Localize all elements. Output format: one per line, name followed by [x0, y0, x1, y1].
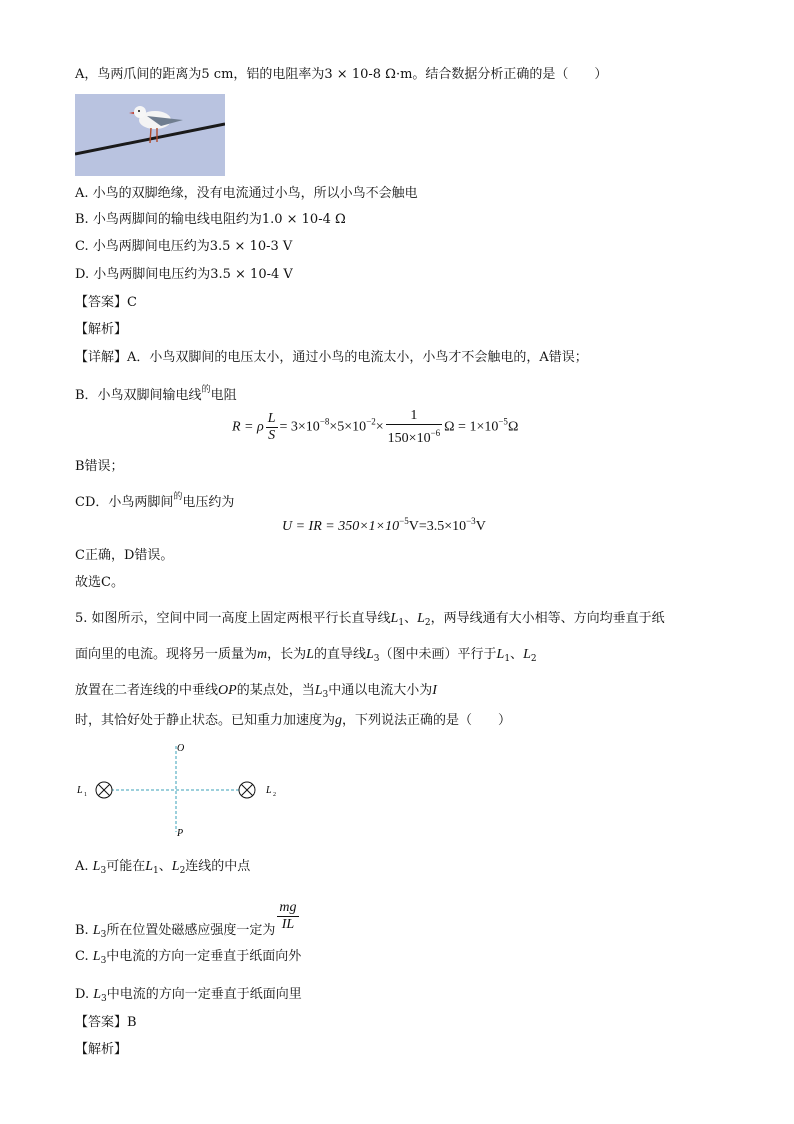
formula-r-frac1-num: L: [267, 411, 276, 426]
q5-option-a-text3: 连线的中点: [185, 859, 251, 874]
var-l2: L: [417, 611, 425, 626]
q4-cd: [75, 488, 234, 512]
q5-option-d-l3: L: [93, 987, 102, 1002]
var-length: L: [306, 647, 314, 662]
q5-line2-e: 、: [510, 647, 524, 662]
q5-option-c-l3-sub: 3: [100, 956, 107, 966]
q5-line4-text: 时，其恰好处于静止状态。已知重力加速度为: [75, 713, 336, 728]
label-l1-sub: 1: [84, 792, 87, 798]
q5-option-a-text1: 可能在: [106, 859, 146, 874]
q4-cd-tail: 电压约为: [182, 495, 235, 510]
q5-option-a-l3: L: [92, 859, 101, 874]
q5-line1-text: 5. 如图所示，空间中同一高度上固定两根平行长直导线: [75, 611, 391, 626]
q5-line1-sep: 、: [404, 611, 418, 626]
formula-u-lhs: U = IR = 350×1×10: [282, 519, 400, 534]
wire-l2-cross-icon: [239, 782, 255, 798]
var-l3b-sub: 3: [322, 690, 329, 700]
var-l1-sub: 1: [398, 618, 405, 628]
formula-u-exp1: −5: [399, 516, 409, 526]
formula-r-frac2-den: 150×10: [387, 431, 431, 446]
q5-option-b-l3-sub: 3: [100, 930, 107, 940]
label-p: P: [177, 828, 184, 839]
q4-detail-b: [75, 381, 237, 405]
q5-option-b-num: mg: [279, 900, 297, 915]
parallel-wires-diagram: [75, 740, 285, 840]
formula-r-unit: Ω: [507, 419, 519, 435]
formula-r-frac1: [266, 411, 278, 444]
q4-option-c: C. 小鸟两脚间电压约为3.5 × 10-3 V: [75, 239, 293, 254]
q5-line4-tail: ，下列说法正确的是（ ）: [342, 713, 512, 728]
var-l2b: L: [523, 647, 531, 662]
wire-l1-cross-icon: [96, 782, 112, 798]
q5-line1-tail: ，两导线通有大小相等、方向均垂直于纸: [430, 611, 665, 626]
formula-r-frac2-num: 1: [386, 408, 442, 425]
q4-detail-b-tail: 电阻: [210, 388, 237, 403]
q4-cd-de: 的: [173, 492, 183, 502]
q4-detail-b-de: 的: [201, 385, 211, 395]
q4-analysis-label: 【解析】: [75, 322, 128, 337]
q5-option-c-prefix: C.: [75, 949, 89, 964]
q5-option-a-l1-sub: 1: [153, 866, 159, 876]
q5-option-b-fraction: [277, 900, 298, 933]
var-op: OP: [218, 683, 237, 698]
q5-option-d-l3-sub: 3: [101, 994, 107, 1004]
var-i: I: [432, 683, 437, 698]
formula-r-mid2: ×5×10: [329, 419, 367, 435]
q5-option-c-l3: L: [92, 949, 101, 964]
q5-option-a-l2-sub: 2: [179, 866, 186, 876]
q5-line3-c: 中通以电流大小为: [328, 683, 433, 698]
q5-line2-text: 面向里的电流。现将另一质量为: [75, 647, 258, 662]
q5-line4: [75, 712, 511, 730]
q5-line3-b: 的某点处，当: [236, 683, 315, 698]
q5-option-a-l3-sub: 3: [100, 866, 107, 876]
q5-option-d: [75, 986, 302, 1008]
q5-option-c: [75, 948, 301, 970]
q4-c-correct: C正确，D错误。: [75, 548, 174, 563]
formula-r-frac2: [386, 408, 442, 447]
var-m: m: [257, 647, 268, 662]
q5-line2-d: （图中未画）平行于: [379, 647, 497, 662]
q4-answer: 【答案】C: [75, 295, 137, 310]
var-l1b: L: [496, 647, 505, 662]
q5-option-b: [75, 900, 301, 945]
var-l2-sub: 2: [424, 618, 431, 628]
label-o: O: [177, 743, 185, 754]
var-g: g: [335, 713, 343, 728]
formula-u-unit: V: [475, 519, 486, 534]
var-l2b-sub: 2: [530, 654, 537, 664]
q5-option-b-den: IL: [281, 917, 295, 932]
q5-line2-c: 的直导线: [313, 647, 366, 662]
q5-option-c-text: 中电流的方向一定垂直于纸面向外: [106, 949, 302, 964]
q5-line2-b: ，长为: [267, 647, 307, 662]
label-l2-sub: 2: [273, 792, 276, 798]
var-l3-sub: 3: [373, 654, 380, 664]
q5-line2: [75, 646, 537, 668]
formula-r-exp2: −2: [366, 416, 376, 427]
q5-answer: 【答案】B: [75, 1015, 137, 1030]
formula-r-mid: = 3×10: [279, 419, 320, 435]
formula-u-mid: V=3.5×10: [408, 519, 467, 534]
formula-r-frac1-den: S: [268, 428, 276, 443]
bird-on-wire-photo: [75, 94, 225, 176]
q4-option-a: A. 小鸟的双脚绝缘，没有电流通过小鸟，所以小鸟不会触电: [75, 186, 418, 201]
formula-resistance: [232, 408, 518, 447]
formula-r-exp4: −5: [498, 416, 508, 427]
var-l1b-sub: 1: [504, 654, 511, 664]
q5-option-b-prefix: B.: [75, 923, 89, 938]
formula-r-mid3: ×: [375, 419, 384, 435]
q4-cd-text: CD．小鸟两脚间: [75, 495, 174, 510]
q5-option-a-l1: L: [145, 859, 154, 874]
q5-option-b-text: 所在位置处磁感应强度一定为: [106, 923, 276, 938]
q4-detail-a: 【详解】A．小鸟双脚间的电压太小，通过小鸟的电流太小，小鸟才不会触电的，A错误；: [75, 350, 588, 365]
q4-detail-b-text: B．小鸟双脚间输电线: [75, 388, 202, 403]
q5-option-a: [75, 858, 250, 880]
q4-b-wrong: B错误；: [75, 459, 124, 474]
var-l1: L: [390, 611, 399, 626]
formula-r-exp3: −6: [430, 428, 441, 438]
var-l3b: L: [314, 683, 323, 698]
q5-option-d-text: 中电流的方向一定垂直于纸面向里: [106, 987, 302, 1002]
q4-option-b: B. 小鸟两脚间的输电线电阻约为1.0 × 10-4 Ω: [75, 212, 346, 227]
q4-stem: A，鸟两爪间的距离为5 cm，铝的电阻率为3 × 10-8 Ω·m。结合数据分析正确的是（ ）: [75, 67, 608, 82]
q5-option-b-l3: L: [92, 923, 101, 938]
q5-line3-text: 放置在二者连线的中垂线: [75, 683, 219, 698]
formula-r-lhs: R = ρ: [232, 419, 264, 435]
q5-option-d-prefix: D.: [75, 987, 90, 1002]
q5-line3: [75, 682, 437, 704]
formula-r-tail: Ω = 1×10: [444, 419, 499, 435]
q5-option-a-prefix: A.: [75, 859, 89, 874]
q4-option-d: D. 小鸟两脚间电压约为3.5 × 10-4 V: [75, 267, 293, 282]
q5-option-a-sep: 、: [158, 859, 172, 874]
formula-r-exp1: −8: [319, 416, 330, 427]
label-l1: L: [77, 785, 83, 796]
var-l3: L: [365, 647, 374, 662]
q5-line1: [75, 610, 665, 632]
q5-option-a-l2: L: [171, 859, 180, 874]
label-l2: L: [266, 785, 272, 796]
q4-choose: 故选C。: [75, 575, 124, 590]
q5-analysis-label: 【解析】: [75, 1042, 128, 1057]
formula-voltage: [282, 516, 486, 535]
formula-u-exp2: −3: [466, 516, 476, 526]
